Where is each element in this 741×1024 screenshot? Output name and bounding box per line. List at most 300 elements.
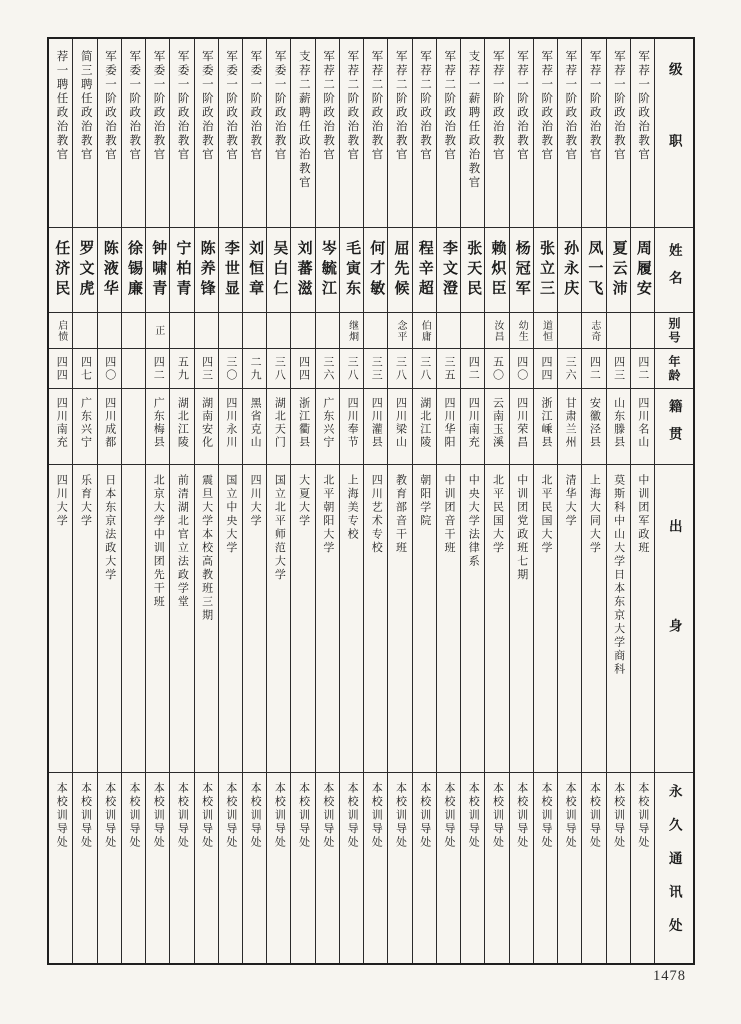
rank-text: 军荐一阶政治教官 <box>588 50 601 162</box>
rank-cell <box>49 39 72 227</box>
native-place-cell <box>49 388 72 464</box>
person-column <box>218 39 242 963</box>
rank-cell <box>510 39 533 227</box>
origin-cell <box>582 464 605 772</box>
age-cell <box>316 348 339 388</box>
age-text: 三三 <box>370 355 383 382</box>
name-cell <box>388 227 411 312</box>
address-text: 本校训导处 <box>588 782 601 850</box>
rank-text: 军委一阶政治教官 <box>200 50 213 162</box>
person-column <box>581 39 605 963</box>
name-text: 刘蕃滋 <box>295 240 312 300</box>
age-cell <box>631 348 654 388</box>
origin-text: 教育部音干班 <box>394 474 407 555</box>
age-cell <box>413 348 436 388</box>
address-cell <box>267 772 290 963</box>
origin-text: 上海大同大学 <box>588 474 601 555</box>
alias-cell <box>485 312 508 348</box>
native-place-cell <box>219 388 242 464</box>
rank-text: 军荐一阶政治教官 <box>612 50 625 162</box>
rank-text: 军荐二阶政治教官 <box>346 50 359 162</box>
native-place-text: 湖北江陵 <box>418 397 431 449</box>
address-cell <box>413 772 436 963</box>
native-place-text: 四川南充 <box>55 397 68 449</box>
rank-text: 军荐一阶政治教官 <box>540 50 553 162</box>
origin-cell <box>291 464 314 772</box>
rank-cell <box>461 39 484 227</box>
native-place-cell <box>582 388 605 464</box>
address-cell <box>558 772 581 963</box>
person-column <box>533 39 557 963</box>
address-cell <box>534 772 557 963</box>
age-text: 三八 <box>273 355 286 382</box>
age-cell <box>461 348 484 388</box>
name-text: 张天民 <box>465 240 482 300</box>
rank-cell <box>98 39 121 227</box>
native-place-text: 四川灌县 <box>370 397 383 449</box>
rank-text: 荐一聘任政治教官 <box>55 50 68 162</box>
origin-text: 四川大学 <box>55 474 68 528</box>
address-cell <box>582 772 605 963</box>
address-text: 本校训导处 <box>176 782 189 850</box>
native-place-text: 湖北天门 <box>273 397 286 449</box>
age-cell <box>388 348 411 388</box>
name-text: 钟啸青 <box>150 240 167 300</box>
age-cell <box>340 348 363 388</box>
alias-cell <box>170 312 193 348</box>
origin-cell <box>267 464 290 772</box>
rank-cell <box>316 39 339 227</box>
rank-cell <box>558 39 581 227</box>
rank-text: 军委一阶政治教官 <box>176 50 189 162</box>
origin-cell <box>316 464 339 772</box>
native-place-text: 安徽泾县 <box>588 397 601 449</box>
name-cell <box>146 227 169 312</box>
origin-cell <box>631 464 654 772</box>
alias-text: 继烱 <box>346 319 358 342</box>
address-text: 本校训导处 <box>612 782 625 850</box>
age-cell <box>122 348 145 388</box>
rank-cell <box>195 39 218 227</box>
address-cell <box>73 772 96 963</box>
origin-text: 北平民国大学 <box>491 474 504 555</box>
alias-cell <box>73 312 96 348</box>
native-place-text: 四川永川 <box>224 397 237 449</box>
address-cell <box>388 772 411 963</box>
origin-text: 四川艺术专校 <box>370 474 383 555</box>
origin-text: 北平朝阳大学 <box>321 474 334 555</box>
address-text: 本校训导处 <box>443 782 455 850</box>
name-cell <box>485 227 508 312</box>
native-place-cell <box>122 388 145 464</box>
address-text: 本校训导处 <box>273 782 286 850</box>
alias-cell <box>49 312 72 348</box>
origin-text: 上海美专校 <box>346 474 359 542</box>
origin-cell <box>195 464 218 772</box>
alias-cell <box>631 312 654 348</box>
origin-text: 国立北平师范大学 <box>273 474 286 582</box>
personnel-roster-table <box>47 37 695 965</box>
person-column <box>145 39 169 963</box>
name-text: 李文澄 <box>441 240 457 300</box>
address-cell <box>146 772 169 963</box>
address-text: 本校训导处 <box>515 782 528 850</box>
origin-cell <box>534 464 557 772</box>
age-text: 四二 <box>152 355 165 382</box>
origin-cell <box>607 464 630 772</box>
person-column <box>509 39 533 963</box>
address-cell <box>340 772 363 963</box>
rank-cell <box>631 39 654 227</box>
native-place-cell <box>388 388 411 464</box>
address-cell <box>219 772 242 963</box>
address-cell <box>316 772 339 963</box>
age-cell <box>558 348 581 388</box>
address-text: 本校训导处 <box>224 782 237 850</box>
origin-cell <box>98 464 121 772</box>
rank-cell <box>364 39 387 227</box>
origin-cell <box>219 464 242 772</box>
origin-text: 北平民国大学 <box>539 474 552 555</box>
origin-text: 中训团党政班七期 <box>515 474 528 582</box>
age-text: 四三 <box>200 355 213 382</box>
native-place-cell <box>558 388 581 464</box>
name-text: 陈养锋 <box>198 240 215 300</box>
rank-text: 军荐一阶政治教官 <box>515 50 528 162</box>
alias-cell <box>364 312 387 348</box>
origin-text: 日本东京法政大学 <box>103 474 116 582</box>
alias-cell <box>461 312 484 348</box>
rank-cell <box>534 39 557 227</box>
rank-text: 军荐二阶政治教官 <box>419 50 432 162</box>
name-cell <box>413 227 436 312</box>
name-text: 岑毓江 <box>319 240 336 300</box>
native-place-cell <box>631 388 654 464</box>
rank-text: 军委一阶政治教官 <box>152 50 165 162</box>
person-column <box>72 39 96 963</box>
alias-text: 伯庸 <box>419 319 431 342</box>
name-text: 任济民 <box>53 240 70 300</box>
origin-cell <box>510 464 533 772</box>
rank-cell <box>388 39 411 227</box>
name-cell <box>49 227 72 312</box>
age-text: 四七 <box>79 355 92 382</box>
person-columns <box>49 39 654 963</box>
age-cell <box>170 348 193 388</box>
address-text: 本校训导处 <box>370 782 383 850</box>
age-cell <box>195 348 218 388</box>
rank-text: 军荐二阶政治教官 <box>322 50 335 162</box>
native-place-cell <box>98 388 121 464</box>
rank-cell <box>219 39 242 227</box>
rank-cell <box>607 39 630 227</box>
native-place-cell <box>510 388 533 464</box>
name-text: 孙永庆 <box>562 240 579 300</box>
rank-text: 军委一阶政治教官 <box>103 50 116 162</box>
address-text: 本校训导处 <box>564 782 577 850</box>
age-text: 四四 <box>539 355 552 382</box>
name-cell <box>267 227 290 312</box>
native-place-text: 浙江衢县 <box>297 397 310 449</box>
name-text: 李世显 <box>222 240 239 300</box>
alias-cell <box>267 312 290 348</box>
native-place-text: 云南玉溪 <box>491 397 504 449</box>
native-place-text: 四川奉节 <box>346 397 359 449</box>
alias-cell <box>607 312 630 348</box>
header-origin: 出身 <box>655 464 693 772</box>
rank-cell <box>413 39 436 227</box>
rank-text: 简三聘任政治教官 <box>79 50 92 162</box>
address-text: 本校训导处 <box>491 782 504 850</box>
rank-cell <box>243 39 266 227</box>
rank-text: 军荐二阶政治教官 <box>394 50 407 162</box>
address-cell <box>291 772 314 963</box>
native-place-cell <box>364 388 387 464</box>
native-place-text: 四川华阳 <box>443 397 455 449</box>
native-place-cell <box>485 388 508 464</box>
name-cell <box>243 227 266 312</box>
address-text: 本校训导处 <box>394 782 407 850</box>
alias-cell <box>316 312 339 348</box>
origin-text: 前清湖北官立法政学堂 <box>176 474 189 609</box>
alias-text: 正 <box>152 325 164 336</box>
native-place-text: 四川成都 <box>103 397 116 449</box>
person-column <box>387 39 411 963</box>
age-text: 三五 <box>443 355 455 382</box>
person-column <box>194 39 218 963</box>
address-text: 本校训导处 <box>79 782 92 850</box>
rank-cell <box>291 39 314 227</box>
person-column <box>460 39 484 963</box>
name-text: 吴白仁 <box>271 240 288 300</box>
age-cell <box>146 348 169 388</box>
name-cell <box>73 227 96 312</box>
alias-cell <box>195 312 218 348</box>
origin-cell <box>73 464 96 772</box>
address-text: 本校训导处 <box>249 782 262 850</box>
name-cell <box>461 227 484 312</box>
address-cell <box>195 772 218 963</box>
address-text: 本校训导处 <box>539 782 552 850</box>
origin-text: 中央大学法律系 <box>467 474 480 569</box>
person-column <box>630 39 654 963</box>
person-column <box>363 39 387 963</box>
name-text: 徐锡廉 <box>125 240 142 300</box>
address-text: 本校训导处 <box>200 782 213 850</box>
address-cell <box>170 772 193 963</box>
native-place-text: 四川名山 <box>636 397 649 449</box>
name-cell <box>316 227 339 312</box>
address-cell <box>607 772 630 963</box>
native-place-text: 黑省克山 <box>249 397 262 449</box>
rank-text: 军荐一阶政治教官 <box>564 50 577 162</box>
name-text: 程辛超 <box>416 240 433 300</box>
age-text: 四四 <box>55 355 68 382</box>
age-text: 四〇 <box>103 355 116 382</box>
alias-cell <box>558 312 581 348</box>
rank-cell <box>73 39 96 227</box>
name-cell <box>364 227 387 312</box>
origin-cell <box>340 464 363 772</box>
person-column <box>412 39 436 963</box>
native-place-cell <box>413 388 436 464</box>
rank-text: 军荐二阶政治教官 <box>370 50 383 162</box>
native-place-cell <box>73 388 96 464</box>
name-text: 赖炽臣 <box>489 240 506 300</box>
header-name: 姓名 <box>655 227 693 312</box>
name-cell <box>291 227 314 312</box>
name-text: 何才敏 <box>368 240 385 300</box>
age-cell <box>291 348 314 388</box>
person-column <box>557 39 581 963</box>
alias-cell <box>340 312 363 348</box>
age-cell <box>364 348 387 388</box>
alias-cell <box>388 312 411 348</box>
rank-text: 支荐二薪聘任政治教官 <box>297 50 310 190</box>
address-text: 本校训导处 <box>418 782 431 850</box>
address-text: 本校训导处 <box>346 782 359 850</box>
person-column <box>315 39 339 963</box>
origin-text: 中训团军政班 <box>636 474 649 555</box>
age-text: 三〇 <box>224 355 237 382</box>
header-rank: 级职 <box>666 61 682 205</box>
age-cell <box>607 348 630 388</box>
alias-text: 志奇 <box>588 319 600 342</box>
name-text: 毛寅东 <box>344 240 361 300</box>
person-column <box>266 39 290 963</box>
address-text: 本校训导处 <box>103 782 116 850</box>
origin-text: 中训团音干班 <box>443 474 455 555</box>
origin-cell <box>558 464 581 772</box>
age-text: 四二 <box>636 355 649 382</box>
origin-cell <box>485 464 508 772</box>
age-text: 四三 <box>612 355 625 382</box>
rank-cell <box>267 39 290 227</box>
header-native-place: 籍贯 <box>655 388 693 464</box>
origin-text: 大夏大学 <box>297 474 310 528</box>
native-place-cell <box>437 388 460 464</box>
age-text: 三六 <box>564 355 577 382</box>
rank-text: 军荐一阶政治教官 <box>491 50 504 162</box>
address-cell <box>461 772 484 963</box>
person-column <box>290 39 314 963</box>
address-cell <box>122 772 145 963</box>
header-address: 永久通讯处 <box>655 772 693 963</box>
age-cell <box>510 348 533 388</box>
rank-text: 支荐一薪聘任政治教官 <box>467 50 480 190</box>
name-text: 罗文虎 <box>77 240 94 300</box>
rank-cell <box>340 39 363 227</box>
header-alias: 别号 <box>655 312 693 348</box>
rank-text: 军委一阶政治教官 <box>225 50 238 162</box>
origin-text: 国立中央大学 <box>224 474 237 555</box>
origin-text: 朝阳学院 <box>418 474 431 528</box>
native-place-text: 广东兴宁 <box>79 397 92 449</box>
address-cell <box>364 772 387 963</box>
alias-cell <box>122 312 145 348</box>
person-column <box>606 39 630 963</box>
name-cell <box>219 227 242 312</box>
age-text: 四〇 <box>515 355 528 382</box>
age-text: 二九 <box>249 355 262 382</box>
name-text: 凤一飞 <box>586 240 603 300</box>
name-cell <box>582 227 605 312</box>
alias-cell <box>98 312 121 348</box>
age-cell <box>582 348 605 388</box>
age-text: 三八 <box>394 355 407 382</box>
age-cell <box>219 348 242 388</box>
name-text: 宁柏青 <box>174 240 191 300</box>
alias-cell <box>243 312 266 348</box>
rank-cell <box>170 39 193 227</box>
alias-text: 启愤 <box>55 319 67 342</box>
native-place-cell <box>195 388 218 464</box>
name-cell <box>607 227 630 312</box>
origin-text: 莫斯科中山大学日本东京大学商科 <box>612 474 625 677</box>
name-cell <box>510 227 533 312</box>
age-cell <box>485 348 508 388</box>
person-column <box>484 39 508 963</box>
rank-text: 军委一阶政治教官 <box>273 50 286 162</box>
name-text: 杨冠军 <box>513 240 530 300</box>
age-cell <box>534 348 557 388</box>
age-text: 三六 <box>321 355 334 382</box>
age-text: 四二 <box>588 355 601 382</box>
alias-cell <box>219 312 242 348</box>
address-cell <box>98 772 121 963</box>
origin-cell <box>146 464 169 772</box>
rank-cell <box>437 39 460 227</box>
name-text: 屈先候 <box>392 240 409 300</box>
name-cell <box>558 227 581 312</box>
rank-cell <box>122 39 145 227</box>
alias-cell <box>291 312 314 348</box>
person-column <box>339 39 363 963</box>
rank-text: 军荐一阶政治教官 <box>637 50 650 162</box>
name-text: 张立三 <box>537 240 554 300</box>
age-cell <box>243 348 266 388</box>
name-text: 刘恒章 <box>247 240 264 300</box>
age-text: 四四 <box>297 355 310 382</box>
origin-cell <box>122 464 145 772</box>
native-place-cell <box>461 388 484 464</box>
age-text: 四二 <box>467 355 480 382</box>
native-place-text: 广东梅县 <box>152 397 165 449</box>
address-cell <box>510 772 533 963</box>
name-cell <box>122 227 145 312</box>
age-cell <box>98 348 121 388</box>
native-place-text: 四川梁山 <box>394 397 407 449</box>
origin-cell <box>243 464 266 772</box>
alias-text: 幼生 <box>516 319 528 342</box>
person-column <box>242 39 266 963</box>
origin-text: 四川大学 <box>249 474 262 528</box>
name-text: 周履安 <box>634 240 651 300</box>
origin-text: 清华大学 <box>564 474 577 528</box>
header-age: 年龄 <box>655 348 693 388</box>
native-place-text: 广东兴宁 <box>321 397 334 449</box>
name-cell <box>98 227 121 312</box>
alias-cell <box>510 312 533 348</box>
name-cell <box>170 227 193 312</box>
origin-cell <box>461 464 484 772</box>
address-cell <box>437 772 460 963</box>
native-place-text: 山东滕县 <box>612 397 625 449</box>
address-cell <box>49 772 72 963</box>
origin-cell <box>388 464 411 772</box>
alias-cell <box>582 312 605 348</box>
origin-text: 乐育大学 <box>79 474 92 528</box>
